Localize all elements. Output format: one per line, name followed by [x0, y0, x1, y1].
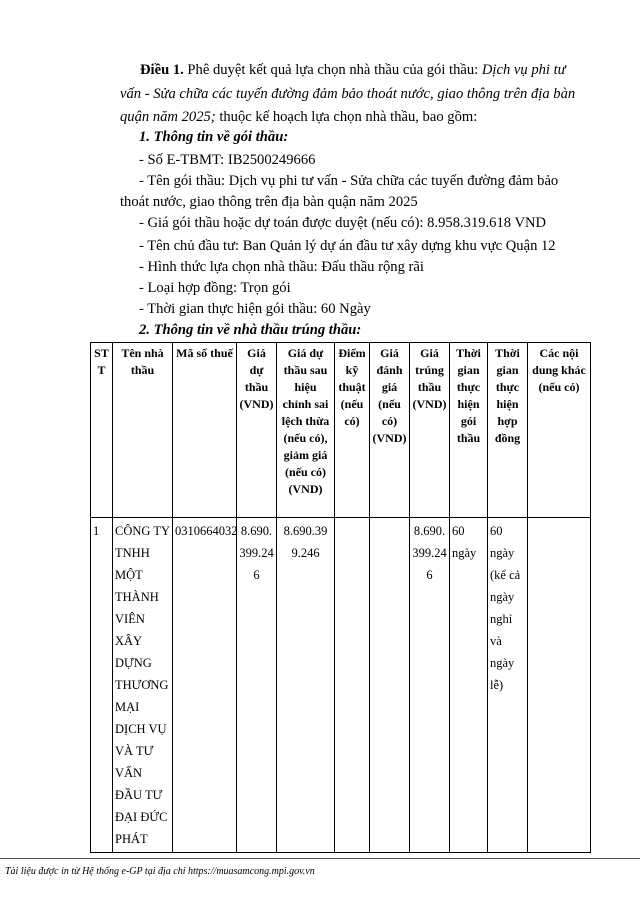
- header-technical-score: Điểm kỹ thuật (nếu có): [335, 343, 370, 518]
- package-price: - Giá gói thầu hoặc dự toán được duyệt (nếu có): 8.958.319.618 VND: [139, 215, 547, 231]
- header-contract-time: Thời gian thực hiện hợp đồng: [488, 343, 528, 518]
- article-heading: Điều 1.: [140, 62, 184, 78]
- cell-package-time: 60 ngày: [450, 518, 488, 853]
- header-stt: STT: [91, 343, 113, 518]
- article-line-2: vấn - Sửa chữa các tuyến đường đảm bảo thoát nước, giao thông trên địa bàn: [120, 86, 576, 102]
- table-header-row: [91, 343, 591, 518]
- cell-bid-price: 8.690.399.246: [237, 518, 277, 853]
- header-tax-code: Mã số thuế: [173, 343, 237, 518]
- header-contractor-name: Tên nhà thầu: [113, 343, 173, 518]
- footer-divider: [0, 858, 640, 859]
- article-line3-plain: thuộc kế hoạch lựa chọn nhà thầu, bao gồm:: [215, 109, 478, 125]
- selection-method: - Hình thức lựa chọn nhà thầu: Đấu thầu rộng rãi: [139, 259, 424, 275]
- header-bid-price: Giá dự thầu (VND): [237, 343, 277, 518]
- header-package-time: Thời gian thực hiện gói thầu: [450, 343, 488, 518]
- tbmt-number: - Số E-TBMT: IB2500249666: [139, 152, 316, 168]
- footer-text: Tài liệu được in từ Hệ thống e-GP tại địa chỉ https://muasamcong.mpi.gov.vn: [5, 866, 315, 877]
- cell-evaluated-price: [370, 518, 410, 853]
- package-duration: - Thời gian thực hiện gói thầu: 60 Ngày: [139, 301, 371, 317]
- cell-other-content: [528, 518, 591, 853]
- cell-stt: 1: [91, 518, 113, 853]
- header-evaluated-price: Giá đánh giá (nếu có) (VND): [370, 343, 410, 518]
- article-line1-italic: Dịch vụ phi tư: [481, 62, 566, 78]
- section2-title: 2. Thông tin về nhà thầu trúng thầu:: [139, 322, 362, 338]
- package-name-line2: thoát nước, giao thông trên địa bàn quận năm 2025: [120, 194, 418, 210]
- header-other-content: Các nội dung khác (nếu có): [528, 343, 591, 518]
- package-name-line1: - Tên gói thầu: Dịch vụ phi tư vấn - Sửa chữa các tuyến đường đảm bảo: [139, 173, 559, 189]
- winning-bidder-table: [90, 342, 591, 853]
- contract-type: - Loại hợp đồng: Trọn gói: [139, 280, 291, 296]
- cell-contractor-name: CÔNG TY TNHH MỘT THÀNH VIÊN XÂY DỰNG THƯƠNG MẠI DỊCH VỤ VÀ TƯ VẤN ĐẦU TƯ ĐẠI ĐỨC PHÁT: [113, 518, 173, 853]
- cell-adjusted-bid-price: 8.690.399.246: [277, 518, 335, 853]
- article-line-1: [140, 60, 566, 81]
- table-row: [91, 518, 591, 853]
- cell-contract-time: 60 ngày (kể cả ngày nghỉ và ngày lễ): [488, 518, 528, 853]
- investor-name: - Tên chủ đầu tư: Ban Quản lý dự án đầu tư xây dựng khu vực Quận 12: [139, 238, 556, 254]
- header-winning-price: Giá trúng thầu (VND): [410, 343, 450, 518]
- article-line1-plain: Phê duyệt kết quả lựa chọn nhà thầu của gói thầu:: [183, 62, 482, 78]
- header-adjusted-bid-price: Giá dự thầu sau hiệu chỉnh sai lệch thừa (nếu có), giảm giá (nếu có) (VND): [277, 343, 335, 518]
- article-line-3: [120, 107, 477, 128]
- section1-title: 1. Thông tin về gói thầu:: [139, 129, 289, 145]
- article-line3-italic: quận năm 2025;: [120, 109, 216, 125]
- cell-technical-score: [335, 518, 370, 853]
- cell-tax-code: 0310664032: [173, 518, 237, 853]
- cell-winning-price: 8.690.399.246: [410, 518, 450, 853]
